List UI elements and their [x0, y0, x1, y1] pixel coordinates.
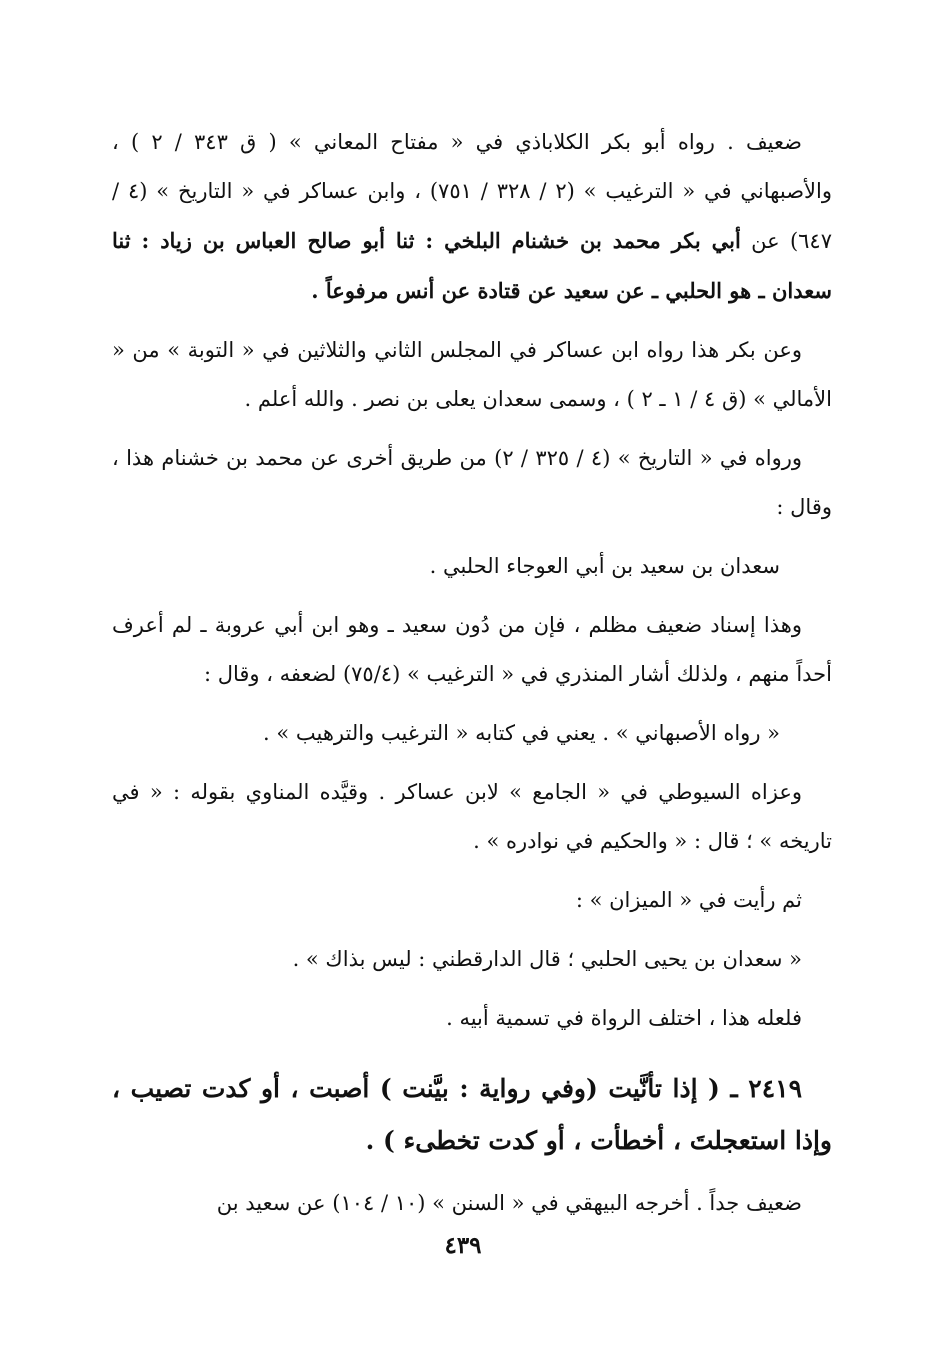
- paragraph-ibn-asakir-amali: وعن بكر هذا رواه ابن عساكر في المجلس الثاني والثلاثين في « التوبة » من « الأمالي » (ق ٤ / ١ ـ ٢ ) ، وسمى سعدان يعلى بن نصر . والله أعلم .: [112, 338, 832, 411]
- page-body: [112, 118, 832, 1238]
- hadith-title: ٢٤١٩ ـ ( إذا تأنَّيت (وفي رواية : بيَّنت ) أصبت ، أو كدت تصيب ، وإذا استعجلتَ ، أخطأت ، أو كدت تخطىء ) .: [112, 1074, 832, 1155]
- paragraph-hadith-grading: ضعيف جداً . أخرجه البيهقي في « السنن » (١٠ / ١٠٤) عن سعيد بن: [216, 1191, 802, 1215]
- paragraph-takhrij-text: ضعيف . رواه أبو بكر الكلاباذي في « مفتاح المعاني » ( ق ٣٤٣ / ٢ ) ، والأصبهاني في « الترغيب » (٢ / ٣٢٨ / ٧٥١) ، وابن عساكر في « التاريخ » (٤ / ٦٤٧) عن: [112, 130, 832, 253]
- paragraph-suyuti: وعزاه السيوطي في « الجامع » لابن عساكر . وقيَّده المناوي بقوله : « في تاريخه » ؛ قال : « والحكيم في نوادره » .: [112, 780, 832, 853]
- paragraph-isnad-weakness: وهذا إسناد ضعيف مظلم ، فإن من دُون سعيد ـ وهو ابن أبي عروبة ـ لم أعرف أحداً منهم ، ولذلك أشار المنذري في « الترغيب » (٧٥/٤) لضعفه ، وقال :: [112, 613, 832, 686]
- quote-mundhiri: « رواه الأصبهاني » . يعني في كتابه « الترغيب والترهيب » .: [263, 721, 780, 745]
- page-number: ٤٣٩: [444, 1232, 482, 1259]
- paragraph-mizan-intro: ثم رأيت في « الميزان » :: [575, 888, 802, 912]
- quote-mizan: « سعدان بن يحيى الحلبي ؛ قال الدارقطني : ليس بذاك » .: [292, 947, 802, 971]
- paragraph-takhrij: [112, 118, 832, 316]
- paragraph-tarikh-route: ورواه في « التاريخ » (٤ / ٣٢٥ / ٢) من طريق أخرى عن محمد بن خشنام هذا ، وقال :: [112, 446, 832, 519]
- paragraph-conclusion: فلعله هذا ، اختلف الرواة في تسمية أبيه .: [446, 1006, 802, 1030]
- isnad-bold-text: أبي بكر محمد بن خشنام البلخي : ثنا أبو صالح العباس بن زياد : ثنا سعدان ـ هو الحلبي ـ عن سعيد عن قتادة عن أنس مرفوعاً .: [112, 228, 832, 303]
- quote-sadan-name: سعدان بن سعيد بن أبي العوجاء الحلبي .: [429, 554, 780, 578]
